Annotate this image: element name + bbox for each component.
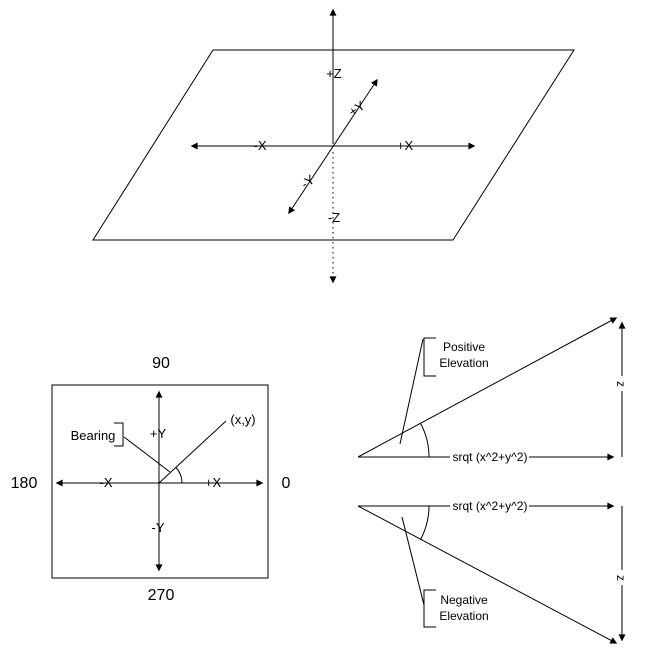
positive-elevation-label-line2: Elevation bbox=[439, 356, 489, 370]
neg-z-label: -Z bbox=[327, 210, 341, 225]
negative-elevation-label-line2: Elevation bbox=[439, 609, 489, 623]
bearing-neg-x-label: -X bbox=[99, 475, 113, 490]
pos-x-label: +X bbox=[396, 138, 414, 153]
bearing-label: Bearing bbox=[70, 428, 116, 443]
bearing-pos-x-label: +X bbox=[204, 475, 222, 490]
bearing-angle-arc bbox=[176, 467, 182, 483]
positive-elevation-diagram bbox=[358, 318, 629, 464]
negative-leader-line bbox=[402, 517, 424, 605]
neg-y-label: -Y bbox=[298, 171, 318, 192]
bearing-180-label: 180 bbox=[10, 475, 38, 492]
positive-z-label: z bbox=[614, 381, 628, 387]
xy-point-label: (x,y) bbox=[230, 412, 256, 427]
negative-elevation-label-line1: Negative bbox=[440, 593, 488, 607]
negative-elevation-diagram bbox=[358, 498, 629, 643]
positive-elevation-label-line1: Positive bbox=[442, 340, 486, 354]
neg-x-label: -X bbox=[253, 138, 267, 153]
bearing-neg-y-label: -Y bbox=[151, 520, 165, 535]
bearing-90-label: 90 bbox=[152, 355, 170, 372]
bearing-270-label: 270 bbox=[147, 587, 175, 604]
bearing-0-label: 0 bbox=[281, 475, 291, 492]
bearing-pos-y-label: +Y bbox=[149, 426, 167, 441]
positive-hypotenuse-line bbox=[358, 318, 616, 457]
pos-z-label: +Z bbox=[326, 66, 342, 81]
positive-angle-arc bbox=[420, 423, 429, 457]
bearing-diagram bbox=[11, 355, 291, 604]
plane-3d-diagram bbox=[93, 10, 574, 282]
xy-vector-line bbox=[159, 421, 226, 483]
negative-bracket bbox=[424, 590, 436, 627]
bearing-leader-line bbox=[124, 437, 170, 472]
positive-bracket bbox=[424, 338, 436, 376]
negative-angle-arc bbox=[420, 506, 429, 540]
negative-base-label: srqt (x^2+y^2) bbox=[452, 499, 528, 513]
positive-base-label: srqt (x^2+y^2) bbox=[452, 450, 528, 464]
negative-z-label: z bbox=[614, 575, 628, 581]
pos-y-label: +Y bbox=[345, 97, 368, 120]
